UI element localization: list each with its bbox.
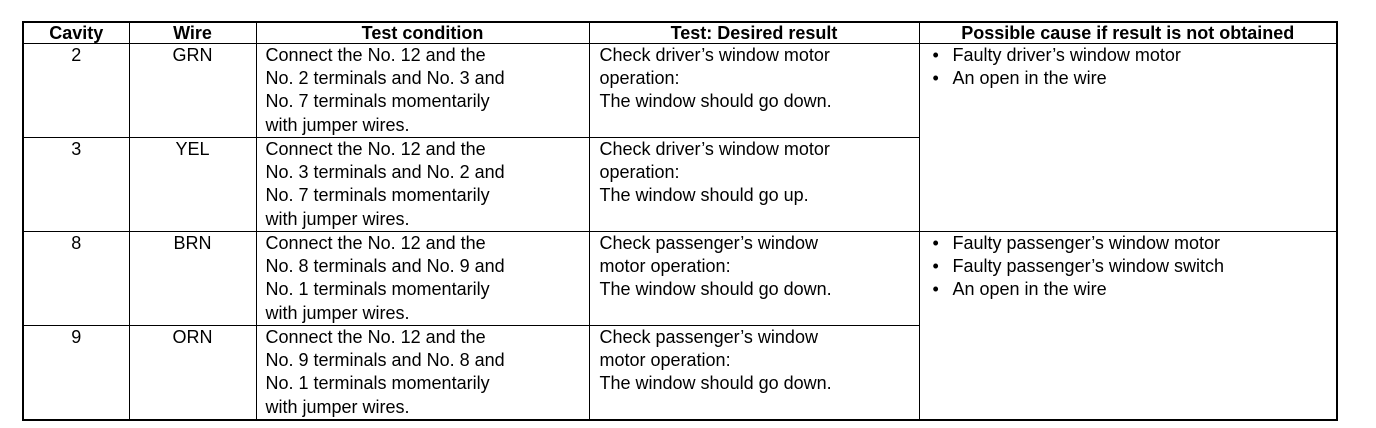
condition-line: No. 8 terminals and No. 9 and [265, 256, 505, 277]
cause-item [933, 44, 1337, 67]
bullet-icon: • [932, 256, 939, 277]
header-desired-result: Test: Desired result [589, 22, 919, 44]
cause-list [920, 44, 1337, 90]
result-line: Check passenger’s window [599, 233, 818, 253]
cause-item [933, 255, 1337, 278]
result-line: The window should go down. [599, 91, 832, 112]
condition-line: Connect the No. 12 and the [265, 139, 486, 159]
cause-list [920, 232, 1337, 302]
header-test-condition: Test condition [256, 22, 589, 44]
cause-text: Faulty passenger’s window motor [952, 233, 1220, 253]
cause-text: Faulty driver’s window motor [952, 45, 1181, 65]
cavity-cell: 8 [23, 232, 129, 326]
header-possible-cause: Possible cause if result is not obtained [919, 22, 1337, 44]
condition-line: with jumper wires. [265, 396, 410, 417]
wire-cell: ORN [129, 326, 256, 421]
header-cavity: Cavity [23, 22, 129, 44]
condition-line: No. 3 terminals and No. 2 and [265, 162, 505, 183]
desired-result-cell [589, 44, 919, 138]
condition-line: with jumper wires. [265, 114, 410, 135]
test-condition-cell [256, 138, 589, 232]
cause-text: Faulty passenger’s window switch [952, 256, 1224, 277]
result-line: Check passenger’s window [599, 327, 818, 347]
header-row [23, 22, 1337, 44]
result-line: motor operation: [599, 350, 731, 371]
condition-line: No. 7 terminals momentarily [265, 185, 490, 206]
condition-line: No. 1 terminals momentarily [265, 279, 490, 300]
table-row [23, 44, 1337, 138]
cavity-cell: 9 [23, 326, 129, 421]
result-line: motor operation: [599, 256, 731, 277]
cavity-cell: 3 [23, 138, 129, 232]
result-line: The window should go down. [599, 279, 832, 300]
bullet-icon: • [932, 279, 939, 300]
result-line: The window should go up. [599, 185, 809, 206]
test-condition-cell [256, 326, 589, 421]
condition-line: No. 7 terminals momentarily [265, 91, 490, 112]
result-line: Check driver’s window motor [599, 45, 830, 65]
cause-text: An open in the wire [952, 68, 1107, 89]
condition-line: Connect the No. 12 and the [265, 45, 486, 65]
possible-cause-cell [919, 232, 1337, 421]
desired-result-cell [589, 326, 919, 421]
result-line: The window should go down. [599, 373, 832, 394]
result-line: operation: [599, 68, 680, 89]
result-line: operation: [599, 162, 680, 183]
cause-item [933, 232, 1337, 255]
desired-result-cell [589, 138, 919, 232]
cause-item [933, 67, 1337, 90]
condition-line: with jumper wires. [265, 302, 410, 323]
table-row [23, 232, 1337, 326]
cavity-cell: 2 [23, 44, 129, 138]
condition-line: No. 1 terminals momentarily [265, 373, 490, 394]
wire-cell: GRN [129, 44, 256, 138]
test-condition-cell [256, 44, 589, 138]
test-condition-cell [256, 232, 589, 326]
wiring-test-table [22, 21, 1338, 421]
cause-item [933, 278, 1337, 301]
condition-line: Connect the No. 12 and the [265, 327, 486, 347]
desired-result-cell [589, 232, 919, 326]
condition-line: No. 2 terminals and No. 3 and [265, 68, 505, 89]
wire-cell: YEL [129, 138, 256, 232]
result-line: Check driver’s window motor [599, 139, 830, 159]
bullet-icon: • [932, 45, 939, 65]
cause-text: An open in the wire [952, 279, 1107, 300]
possible-cause-cell [919, 44, 1337, 232]
header-wire: Wire [129, 22, 256, 44]
condition-line: Connect the No. 12 and the [265, 233, 486, 253]
bullet-icon: • [932, 68, 939, 89]
bullet-icon: • [932, 233, 939, 253]
condition-line: No. 9 terminals and No. 8 and [265, 350, 505, 371]
wire-cell: BRN [129, 232, 256, 326]
condition-line: with jumper wires. [265, 208, 410, 229]
